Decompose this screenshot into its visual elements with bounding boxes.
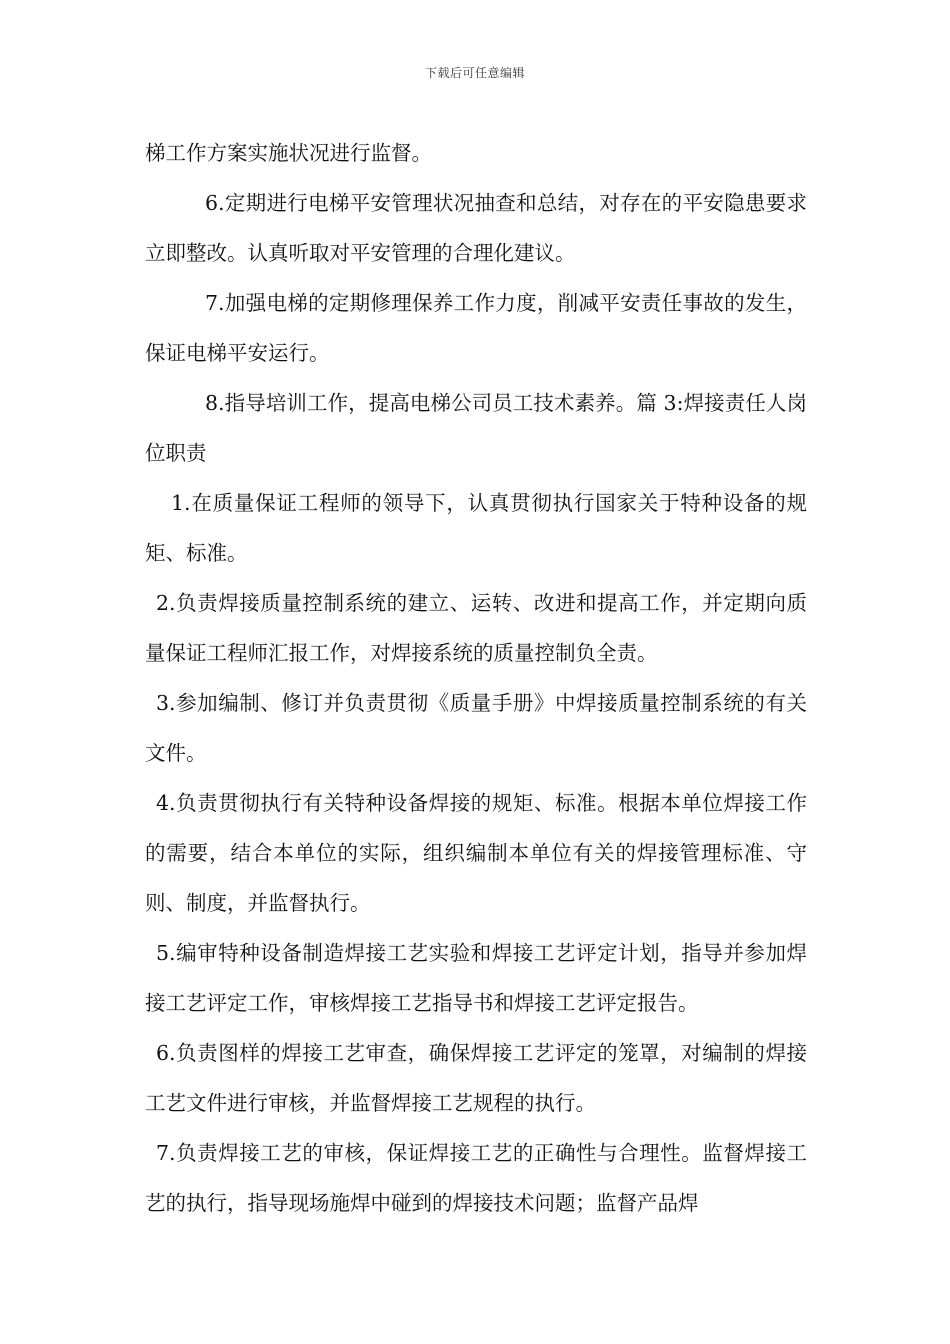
paragraph-item-4-welding: 4.负责贯彻执行有关特种设备焊接的规矩、标准。根据本单位焊接工作的需要，结合本单位的实际，组织编制本单位有关的焊接管理标准、守则、制度，并监督执行。	[145, 791, 807, 915]
paragraph-item-8-elevator: 8.指导培训工作，提高电梯公司员工技术素养。篇 3:焊接责任人岗位职责	[145, 391, 807, 465]
paragraph-item-1-welding: 1.在质量保证工程师的领导下，认真贯彻执行国家关于特种设备的规矩、标准。	[145, 491, 807, 565]
paragraph-item-7-welding: 7.负责焊接工艺的审核，保证焊接工艺的正确性与合理性。监督焊接工艺的执行，指导现场施焊中碰到的焊接技术问题；监督产品焊	[145, 1141, 807, 1215]
paragraph-item-6-welding: 6.负责图样的焊接工艺审查，确保焊接工艺评定的笼罩，对编制的焊接工艺文件进行审核，并监督焊接工艺规程的执行。	[145, 1041, 807, 1115]
paragraph-item-3-welding: 3.参加编制、修订并负责贯彻《质量手册》中焊接质量控制系统的有关文件。	[145, 691, 807, 765]
paragraph-item-5-welding: 5.编审特种设备制造焊接工艺实验和焊接工艺评定计划，指导并参加焊接工艺评定工作，审核焊接工艺指导书和焊接工艺评定报告。	[145, 941, 807, 1015]
document-body	[145, 128, 807, 1228]
paragraph-item-6-elevator: 6.定期进行电梯平安管理状况抽查和总结，对存在的平安隐患要求立即整改。认真听取对平安管理的合理化建议。	[145, 191, 807, 265]
paragraph-item-2-welding: 2.负责焊接质量控制系统的建立、运转、改进和提高工作，并定期向质量保证工程师汇报工作，对焊接系统的质量控制负全责。	[145, 591, 807, 665]
paragraph-item-7-elevator: 7.加强电梯的定期修理保养工作力度，削减平安责任事故的发生，保证电梯平安运行。	[145, 291, 807, 365]
page-header: 下载后可任意编辑	[424, 66, 525, 80]
paragraph-continuation: 梯工作方案实施状况进行监督。	[145, 141, 432, 165]
